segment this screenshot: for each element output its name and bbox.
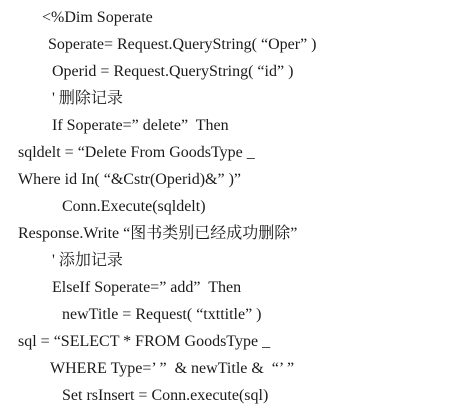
code-line-newtitle: newTitle = Request( “txttitle” ) <box>62 306 262 323</box>
code-line-comment-add: ' 添加记录 <box>52 252 123 269</box>
code-line-response-write: Response.Write “图书类别已经成功删除” <box>18 225 298 242</box>
code-line-operid: Operid = Request.QueryString( “id” ) <box>52 63 294 80</box>
code-line-where-id: Where id In( “&Cstr(Operid)&” )” <box>18 171 242 188</box>
code-line-if-delete: If Soperate=” delete” Then <box>52 117 229 134</box>
code-line-dim: <%Dim Soperate <box>42 9 153 26</box>
code-line-sql-select: sql = “SELECT * FROM GoodsType _ <box>18 333 271 350</box>
code-line-sqldelt: sqldelt = “Delete From GoodsType _ <box>18 144 255 161</box>
code-line-comment-delete: ' 删除记录 <box>52 90 123 107</box>
code-line-elseif-add: ElseIf Soperate=” add” Then <box>52 279 242 296</box>
code-line-where-type: WHERE Type=’ ” & newTitle & “’ ” <box>50 360 295 377</box>
code-line-set-rsinsert: Set rsInsert = Conn.execute(sql) <box>62 387 269 404</box>
code-line-conn-execute: Conn.Execute(sqldelt) <box>62 198 206 215</box>
code-line-soperate: Soperate= Request.QueryString( “Oper” ) <box>48 36 317 53</box>
